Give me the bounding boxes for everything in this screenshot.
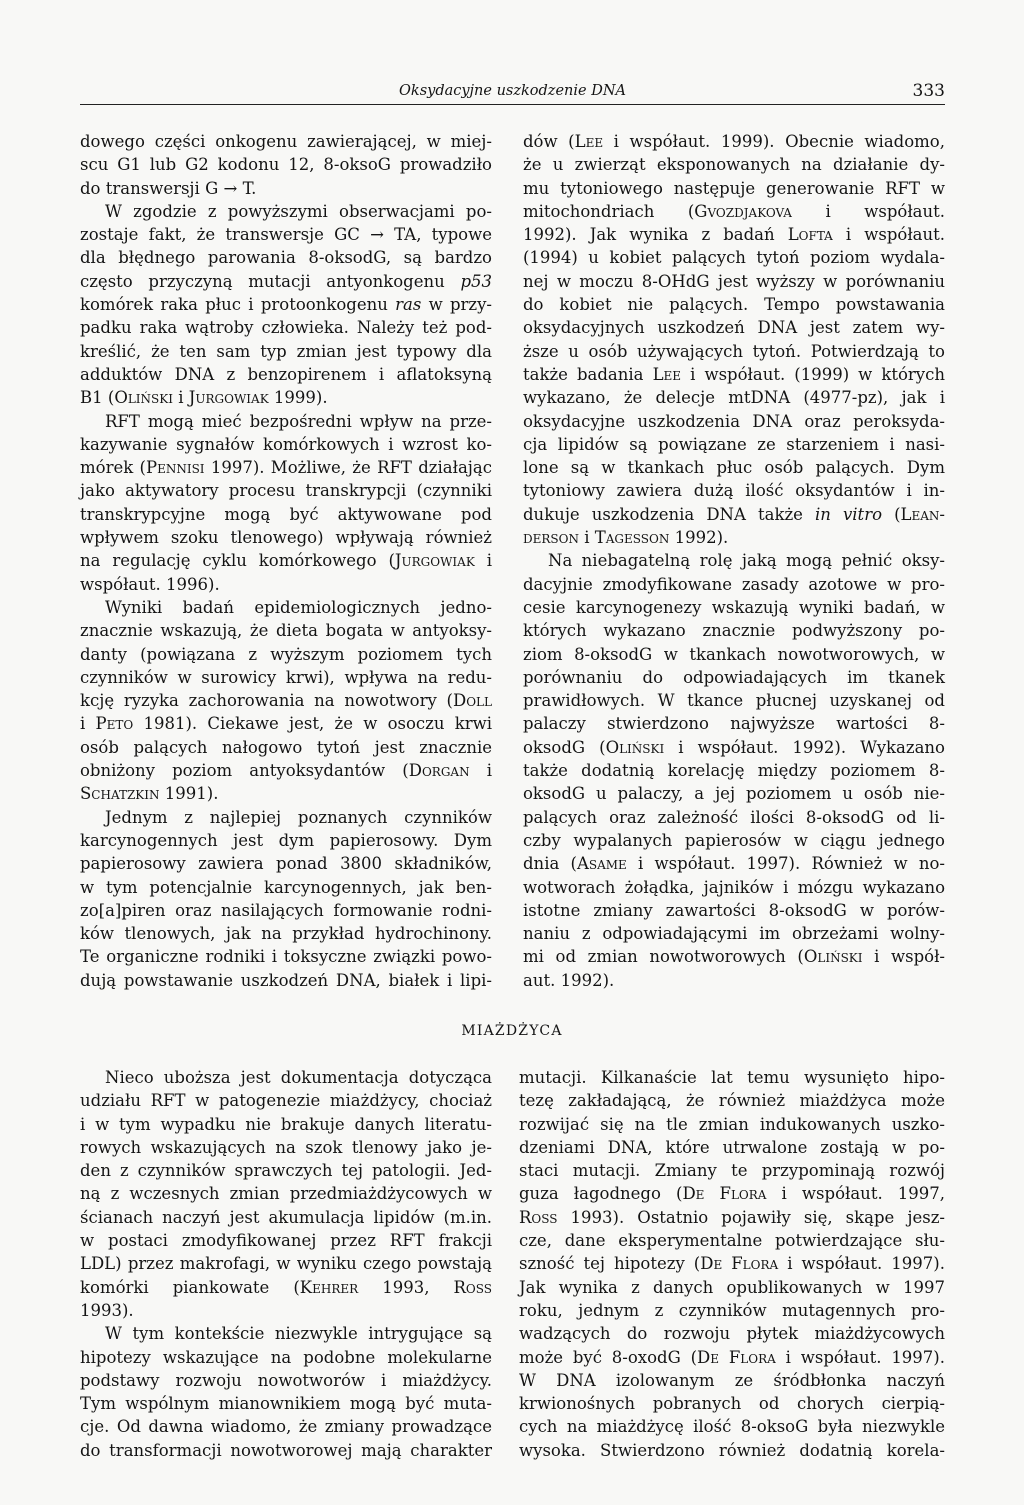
text-line: den z czynników sprawczych tej patologii. Jed-	[80, 1161, 492, 1181]
text-line: karcynogennych jest dym papierosowy. Dym	[80, 830, 492, 850]
text-line: W zgodzie z powyższymi obserwacjami po-	[105, 201, 492, 221]
text-line: komórek raka płuc i protoonkogenu ras w przy-	[80, 295, 492, 315]
text-line: podstawy rozwoju nowotworów i miażdżycy.	[80, 1370, 492, 1390]
text-line: Te organiczne rodniki i toksyczne związki powo-	[80, 947, 492, 967]
text-line: rowych wskazujących na szok tlenowy jako je-	[80, 1137, 492, 1157]
text-line: B1 (Oliński i Jurgowiak 1999).	[80, 388, 328, 408]
cited-author: Lee	[574, 132, 604, 151]
text-line: porównaniu do odpowiadających im tkanek	[523, 667, 945, 687]
text-line: dują powstawanie uszkodzeń DNA, białek i lipi-	[80, 970, 492, 990]
text-line: ższe u osób używających tytoń. Potwierdzają to	[523, 341, 945, 361]
cited-author: Gvozdjakova	[694, 201, 792, 221]
text-line: rozwijać się na tle zmian indukowanych uszko-	[519, 1114, 945, 1134]
text-line: wadzących do rozwoju płytek miażdżycowych	[519, 1324, 945, 1344]
cited-author: Jurgowiak	[394, 551, 475, 571]
paragraph	[80, 410, 492, 596]
italic-term: in vitro	[814, 504, 883, 524]
paragraph	[80, 1066, 492, 1322]
text-line: dów (Lee i współaut. 1999). Obecnie wiadomo,	[523, 132, 945, 151]
text-line: dacyjnie zmodyfikowane zasady azotowe w pro-	[523, 574, 945, 594]
text-line: czynników w surowicy krwi), wpływa na redu-	[80, 667, 492, 687]
text-line: Na niebagatelną rolę jaką mogą pełnić oksy-	[548, 551, 945, 571]
cited-author: Oliński	[803, 947, 863, 967]
cited-author: Lee	[652, 364, 682, 384]
italic-term: ras	[395, 295, 422, 315]
text-line: adduktów DNA z benzopirenem i aflatoksyną	[80, 364, 492, 384]
text-line: cesie karcynogenezy wskazują wyniki badań, w	[523, 597, 945, 617]
text-line: czby wypalanych papierosów w ciągu jednego	[523, 830, 945, 850]
text-line: może być 8-oxodG (De Flora i współaut. 1997).	[519, 1347, 945, 1367]
text-line: zo[a]piren oraz nasilających formowanie rodni-	[80, 900, 492, 920]
text-line: krwionośnych pobranych od chorych cierpią-	[519, 1394, 945, 1414]
text-line: LDL) przez makrofagi, w wyniku czego powstają	[80, 1254, 492, 1274]
text-line: danty (powiązana z wyższym poziomem tych	[80, 644, 492, 664]
text-line: 1993).	[80, 1300, 134, 1320]
text-line: i w tym wypadku nie brakuje danych literatu-	[80, 1114, 492, 1134]
cited-author: Oliński	[605, 737, 665, 757]
text-line: guza łagodnego (De Flora i współaut. 1997,	[519, 1184, 946, 1204]
text-line: obniżony poziom antyoksydantów (Dorgan i	[80, 761, 492, 781]
text-line: także dodatnią korelację między poziomem 8-	[523, 761, 945, 781]
cited-author: derson	[523, 528, 579, 548]
text-line: kreślić, że ten sam typ zmian jest typowy dla	[80, 341, 492, 361]
text-line: i Peto 1981). Ciekawe jest, że w osoczu krwi	[80, 714, 493, 734]
text-line: Jak wynika z danych opublikowanych w 1997	[519, 1277, 945, 1297]
text-line: jako aktywatory procesu transkrypcji (czynniki	[80, 481, 492, 501]
italic-term: p53	[460, 271, 492, 291]
text-line: dzeniami DNA, które utrwalone zostają w po-	[519, 1137, 945, 1157]
text-line: roku, jednym z czynników mutagennych pro-	[519, 1300, 945, 1320]
section-heading: MIAŻDŻYCA	[461, 1023, 563, 1039]
text-line: tytoniowy zawiera dużą ilość oksydantów i in-	[523, 481, 945, 501]
text-line: hipotezy wskazujące na podobne molekularne	[80, 1347, 492, 1367]
text-line: palących oraz zależność ilości 8-oksodG od li-	[523, 807, 945, 827]
text-line: znacznie wskazują, że dieta bogata w antyoksy-	[80, 621, 492, 641]
cited-author: Peto	[95, 714, 134, 734]
text-line: kcję ryzyka zachorowania na nowotwory (Doll	[80, 691, 492, 711]
text-line: 1992). Jak wynika z badań Lofta i współaut.	[523, 225, 946, 245]
cited-author: Schatzkin	[80, 784, 160, 804]
paragraph	[80, 806, 492, 992]
column-lower-left	[80, 1066, 492, 1462]
text-line: dukuje uszkodzenia DNA także in vitro (Lean-	[523, 504, 945, 524]
text-line: scu G1 lub G2 kodonu 12, 8-oksoG prowadziło	[80, 155, 492, 175]
text-line: ków tlenowych, jak na przykład hydrochinony.	[80, 924, 492, 944]
text-line: cje. Od dawna wiadomo, że zmiany prowadzące	[80, 1417, 492, 1437]
cited-author: Doll	[452, 691, 492, 711]
text-line: prawidłowych. W tkance płucnej uzyskanej od	[523, 691, 945, 711]
paragraph	[80, 200, 492, 410]
text-line: oksydacyjnych uszkodzeń DNA jest zatem wy-	[523, 318, 945, 338]
cited-author: Ross	[519, 1207, 558, 1227]
text-line: wykazano, że delecje mtDNA (4977-pz), jak i	[523, 388, 945, 408]
cited-author: Ross	[453, 1277, 492, 1297]
text-line: Wyniki badań epidemiologicznych jedno-	[105, 597, 492, 617]
text-line: do transwersji G → T.	[80, 178, 257, 198]
text-line: lone są w tkankach płuc osób palących. Dym	[523, 458, 945, 478]
text-line: współaut. 1996).	[80, 574, 220, 594]
cited-author: Pennisi	[145, 458, 205, 478]
text-line: cze, dane eksperymentalne potwierdzające słu-	[519, 1231, 945, 1251]
text-line: ścianach naczyń jest akumulacja lipidów (m.in.	[80, 1207, 492, 1227]
cited-author: Lofta	[787, 225, 833, 245]
paragraph-continued	[519, 1066, 945, 1462]
column-lower-right	[519, 1066, 945, 1462]
cited-author: De Flora	[700, 1254, 779, 1274]
text-line: dnia (Asame i współaut. 1997). Również w no-	[523, 854, 945, 874]
cited-author: De Flora	[682, 1184, 767, 1204]
text-line: mu tytoniowego następuje generowanie RFT w	[523, 178, 945, 198]
text-line: których wykazano znacznie podwyższony po-	[523, 621, 945, 641]
text-line: wotworach żołądka, jajników i mózgu wykazano	[523, 877, 945, 897]
cited-author: Oliński	[114, 388, 173, 408]
text-line: W DNA izolowanym ze śródbłonka naczyń	[519, 1370, 945, 1390]
text-line: w postaci zmodyfikowanej przez RFT frakcji	[80, 1231, 492, 1251]
paragraph	[80, 1322, 492, 1462]
text-line: oksodG (Oliński i współaut. 1992). Wykazano	[523, 737, 945, 757]
cited-author: Dorgan	[408, 761, 470, 781]
column-upper-right	[523, 130, 945, 992]
text-line: komórki piankowate (Kehrer 1993, Ross	[80, 1277, 492, 1297]
text-line: do kobiet nie palących. Tempo powstawania	[523, 295, 945, 315]
paragraph-continued	[523, 130, 945, 549]
paragraph	[80, 596, 492, 806]
page-number: 333	[912, 81, 945, 101]
text-line: dowego części onkogenu zawierającej, w miej-	[80, 132, 492, 151]
text-line: w tym potencjalnie karcynogennych, jak ben-	[80, 877, 492, 897]
text-line: Jednym z najlepiej poznanych czynników	[105, 807, 492, 827]
text-line: naniu z odpowiadającymi im obrzeżami wolny-	[523, 924, 945, 944]
text-line: cych na miażdżycę ilość 8-oksoG była niezwykle	[519, 1417, 945, 1437]
text-line: wysoka. Stwierdzono również dodatnią korela-	[519, 1440, 945, 1460]
text-line: aut. 1992).	[523, 970, 615, 990]
text-line: istotne zmiany zawartości 8-oksodG w porów-	[523, 900, 945, 920]
text-line: tezę zakładającą, że również miażdżyca może	[519, 1091, 945, 1111]
cited-author: De Flora	[697, 1347, 776, 1367]
running-title: Oksydacyjne uszkodzenie DNA	[399, 83, 626, 99]
text-line: ną z wczesnych zmian przedmiażdżycowych w	[80, 1184, 492, 1204]
text-line: staci mutacji. Zmiany te przypominają rozwój	[519, 1161, 945, 1181]
text-line: dla błędnego parowania 8-oksodG, są bardzo	[80, 248, 492, 268]
text-line: do transformacji nowotworowej mają charakter	[80, 1440, 492, 1460]
text-line: nej w moczu 8-OHdG jest wyższy w porównaniu	[523, 271, 945, 291]
text-line: mitochondriach (Gvozdjakova i współaut.	[523, 201, 946, 221]
text-line: często przyczyną mutacji antyonkogenu p53	[80, 271, 492, 291]
cited-author: Tagesson	[594, 528, 670, 548]
text-line: transkrypcyjne mogą być aktywowane pod	[80, 504, 492, 524]
text-line: Ross 1993). Ostatnio pojawiły się, skąpe jesz-	[519, 1207, 945, 1227]
text-line: Nieco uboższa jest dokumentacja dotycząca	[105, 1068, 492, 1087]
text-line: papierosowy zawiera ponad 3800 składników,	[80, 854, 492, 874]
header-rule	[80, 104, 945, 105]
text-line: RFT mogą mieć bezpośredni wpływ na prze-	[105, 411, 492, 431]
text-line: oksydacyjne uszkodzenia DNA oraz peroksyda-	[523, 411, 945, 431]
text-line: cja lipidów są powiązane ze starzeniem i nasi-	[523, 434, 945, 454]
cited-author: Jurgowiak	[188, 388, 269, 408]
running-header	[80, 80, 945, 102]
text-line: mi od zmian nowotworowych (Oliński i współ-	[523, 947, 946, 967]
column-upper-left	[80, 130, 492, 992]
text-line: osób palących nałogowo tytoń jest znacznie	[80, 737, 492, 757]
text-line: padku raka wątroby człowieka. Należy też pod-	[80, 318, 492, 338]
text-line: Tym wspólnym mianownikiem mogą być muta-	[80, 1394, 492, 1414]
cited-author: Lean-	[900, 504, 945, 524]
cited-author: Asame	[576, 854, 627, 874]
paragraph	[523, 549, 945, 992]
text-line: derson i Tagesson 1992).	[523, 528, 729, 548]
cited-author: Kehrer	[299, 1277, 359, 1297]
text-line: udziału RFT w patogenezie miażdżycy, chociaż	[80, 1091, 492, 1111]
text-line: mutacji. Kilkanaście lat temu wysunięto hipo-	[519, 1068, 945, 1087]
text-line: ziom 8-oksodG w tkankach nowotworowych, w	[523, 644, 945, 664]
text-line: (1994) u kobiet palących tytoń poziom wydala-	[523, 248, 945, 268]
text-line: zostaje fakt, że transwersje GC → TA, typowe	[80, 225, 492, 245]
text-line: Schatzkin 1991).	[80, 784, 219, 804]
text-line: W tym kontekście niezwykle intrygujące są	[105, 1324, 492, 1344]
text-line: palaczy stwierdzono najwyższe wartości 8-	[523, 714, 945, 734]
text-line: na regulację cyklu komórkowego (Jurgowiak i	[80, 551, 493, 571]
text-line: szność tej hipotezy (De Flora i współaut. 1997).	[519, 1254, 945, 1274]
text-line: oksodG u palaczy, a jej poziomem u osób nie-	[523, 784, 945, 804]
text-line: kazywanie sygnałów komórkowych i wzrost ko-	[80, 434, 492, 454]
text-line: wpływem szoku tlenowego) wpływają również	[80, 528, 492, 548]
paragraph-continued	[80, 130, 492, 200]
text-line: że u zwierząt eksponowanych na działanie dy-	[523, 155, 945, 175]
text-line: także badania Lee i współaut. (1999) w których	[523, 364, 945, 384]
text-line: mórek (Pennisi 1997). Możliwe, że RFT działając	[80, 458, 492, 478]
